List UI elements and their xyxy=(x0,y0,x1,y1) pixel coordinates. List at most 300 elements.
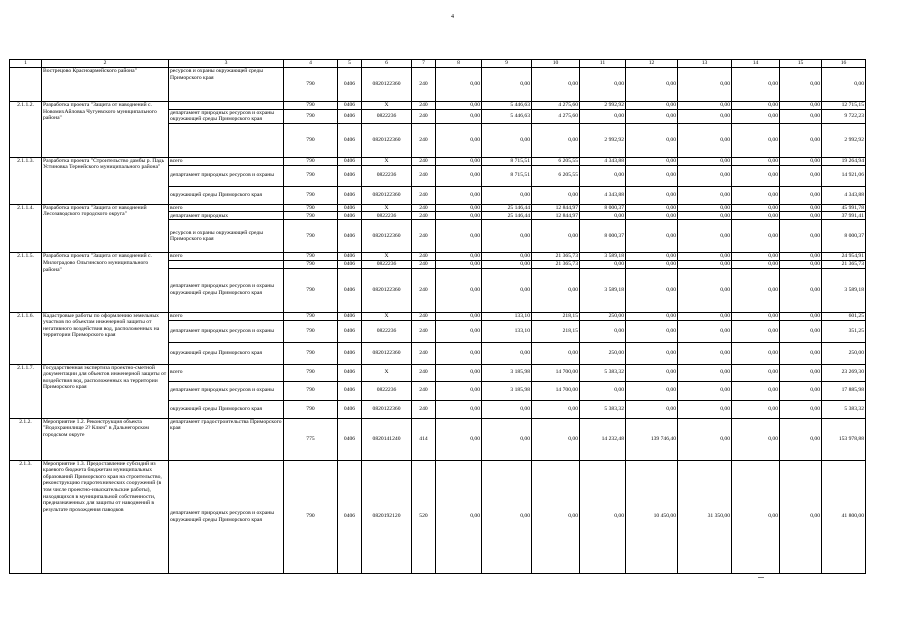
responsible-executor: департамент градостроительства Приморского края xyxy=(169,418,284,460)
value-cell: 0,00 xyxy=(678,418,732,460)
value-cell: 790 xyxy=(284,460,338,573)
value-cell: 240 xyxy=(412,342,436,364)
value-cell: 0,00 xyxy=(678,102,732,110)
value-cell: 2 992,92 xyxy=(580,102,626,110)
value-cell: 0,00 xyxy=(732,320,780,342)
value-cell: 0,00 xyxy=(482,268,532,312)
value-cell: 12 844,97 xyxy=(532,204,580,212)
value-cell: 240 xyxy=(412,400,436,418)
value-cell: 0406 xyxy=(338,157,362,165)
value-cell: 6 205,55 xyxy=(532,157,580,165)
value-cell: 0406 xyxy=(338,260,362,268)
value-cell: 0,00 xyxy=(580,460,626,573)
header-cell: 14 xyxy=(732,60,780,68)
value-cell: 14 921,06 xyxy=(822,165,866,186)
value-cell: 8 715,51 xyxy=(482,157,532,165)
value-cell: 0,00 xyxy=(732,123,780,157)
value-cell: 0406 xyxy=(338,204,362,212)
value-cell: 0,00 xyxy=(626,186,678,204)
value-cell: 790 xyxy=(284,342,338,364)
header-cell: 1 xyxy=(10,60,42,68)
value-cell: 23 269,30 xyxy=(822,364,866,381)
value-cell: 790 xyxy=(284,186,338,204)
value-cell: 0820122360 xyxy=(362,342,412,364)
item-description: Государственная экспертиза проектно-сметной документации для объектов инженерной защиты от воздействия вод, расположенных на территории Приморского края xyxy=(42,364,169,418)
value-cell: 0,00 xyxy=(678,165,732,186)
value-cell: 0,00 xyxy=(780,123,822,157)
value-cell: 0,00 xyxy=(780,220,822,253)
value-cell: 0,00 xyxy=(678,123,732,157)
value-cell: 0406 xyxy=(338,109,362,123)
header-cell: 6 xyxy=(362,60,412,68)
value-cell: 520 xyxy=(412,460,436,573)
value-cell: 0820122360 xyxy=(362,68,412,102)
scan-mark xyxy=(758,577,764,578)
value-cell: 0822236 xyxy=(362,320,412,342)
responsible-executor: департамент природных xyxy=(169,212,284,220)
value-cell: 0,00 xyxy=(626,320,678,342)
value-cell: 8 000,37 xyxy=(580,220,626,253)
value-cell: 0,00 xyxy=(732,400,780,418)
value-cell: 4 343,88 xyxy=(822,186,866,204)
value-cell: 790 xyxy=(284,212,338,220)
value-cell: 0,00 xyxy=(678,320,732,342)
value-cell: 0,00 xyxy=(482,123,532,157)
value-cell: 0,00 xyxy=(532,418,580,460)
item-code: 2.1.1.2. xyxy=(10,102,42,158)
responsible-executor: окружающей среды Приморского края xyxy=(169,400,284,418)
value-cell: 12 715,15 xyxy=(822,102,866,110)
value-cell: 0,00 xyxy=(532,342,580,364)
value-cell: 0406 xyxy=(338,460,362,573)
responsible-executor: департамент природных ресурсов и охраны окружающей среды Приморского края xyxy=(169,109,284,123)
value-cell: 0,00 xyxy=(436,364,482,381)
header-cell: 10 xyxy=(532,60,580,68)
value-cell: 0,00 xyxy=(780,400,822,418)
value-cell: X xyxy=(362,364,412,381)
value-cell: 10 450,00 xyxy=(626,460,678,573)
value-cell: 0406 xyxy=(338,253,362,261)
value-cell: 0,00 xyxy=(436,381,482,400)
value-cell: 0406 xyxy=(338,212,362,220)
value-cell: 8 000,37 xyxy=(822,220,866,253)
value-cell: 0,00 xyxy=(626,268,678,312)
value-cell: 250,00 xyxy=(822,342,866,364)
value-cell: 0,00 xyxy=(532,123,580,157)
header-cell: 2 xyxy=(42,60,169,68)
value-cell: 0,00 xyxy=(732,68,780,102)
value-cell: 0,00 xyxy=(732,268,780,312)
value-cell: 790 xyxy=(284,109,338,123)
value-cell: 0820122360 xyxy=(362,220,412,253)
value-cell: 0406 xyxy=(338,400,362,418)
value-cell: 0,00 xyxy=(678,204,732,212)
value-cell: 0,00 xyxy=(532,186,580,204)
value-cell: 0,00 xyxy=(626,342,678,364)
value-cell: 0,00 xyxy=(780,418,822,460)
value-cell: 790 xyxy=(284,220,338,253)
table-row xyxy=(10,68,866,102)
responsible-executor xyxy=(169,102,284,110)
value-cell: 0,00 xyxy=(678,260,732,268)
value-cell: 0406 xyxy=(338,268,362,312)
value-cell: X xyxy=(362,102,412,110)
value-cell: 0,00 xyxy=(436,320,482,342)
responsible-executor: департамент природных ресурсов и охраны окружающей среды Приморского края xyxy=(169,268,284,312)
value-cell: 0,00 xyxy=(780,342,822,364)
value-cell: 0,00 xyxy=(626,212,678,220)
value-cell: 790 xyxy=(284,102,338,110)
value-cell: 25 146,44 xyxy=(482,204,532,212)
value-cell: 0,00 xyxy=(482,186,532,204)
value-cell: 0,00 xyxy=(436,418,482,460)
value-cell: 0406 xyxy=(338,312,362,320)
value-cell: 0,00 xyxy=(732,253,780,261)
header-cell: 5 xyxy=(338,60,362,68)
value-cell: 0822236 xyxy=(362,109,412,123)
budget-table xyxy=(9,59,866,574)
value-cell: 0,00 xyxy=(436,109,482,123)
value-cell: 0,00 xyxy=(678,109,732,123)
value-cell: 240 xyxy=(412,68,436,102)
value-cell: 3 589,18 xyxy=(822,268,866,312)
value-cell: 0,00 xyxy=(780,312,822,320)
responsible-executor: департамент природных ресурсов и охраны xyxy=(169,165,284,186)
value-cell: 0820122360 xyxy=(362,186,412,204)
value-cell: 0,00 xyxy=(678,253,732,261)
value-cell: 240 xyxy=(412,123,436,157)
value-cell: 37 991,41 xyxy=(822,212,866,220)
value-cell: 0,00 xyxy=(580,68,626,102)
value-cell: 240 xyxy=(412,102,436,110)
value-cell: 0,00 xyxy=(678,220,732,253)
item-code: 2.1.1.4. xyxy=(10,204,42,253)
value-cell: 153 978,88 xyxy=(822,418,866,460)
page-number: 4 xyxy=(451,14,454,20)
value-cell: 0,00 xyxy=(678,381,732,400)
value-cell: 0,00 xyxy=(532,460,580,573)
value-cell: 0,00 xyxy=(626,102,678,110)
value-cell: 0,00 xyxy=(678,364,732,381)
value-cell: 0,00 xyxy=(626,400,678,418)
value-cell: 0,00 xyxy=(482,68,532,102)
value-cell: 5 383,32 xyxy=(580,400,626,418)
value-cell: 240 xyxy=(412,253,436,261)
responsible-executor: департамент природных ресурсов и охраны окружающей среды Приморского края xyxy=(169,460,284,573)
value-cell: 0820122360 xyxy=(362,268,412,312)
value-cell: 0406 xyxy=(338,418,362,460)
value-cell: 0,00 xyxy=(678,400,732,418)
value-cell: 0,00 xyxy=(436,68,482,102)
value-cell: 0,00 xyxy=(436,204,482,212)
value-cell: 790 xyxy=(284,320,338,342)
value-cell: 0,00 xyxy=(780,68,822,102)
value-cell: 0,00 xyxy=(732,157,780,165)
value-cell: 0,00 xyxy=(436,268,482,312)
table-row xyxy=(10,364,866,381)
value-cell: 4 343,88 xyxy=(580,157,626,165)
value-cell: 0,00 xyxy=(732,102,780,110)
value-cell: 790 xyxy=(284,253,338,261)
value-cell: 0,00 xyxy=(436,400,482,418)
responsible-executor xyxy=(169,123,284,157)
value-cell: 0,00 xyxy=(482,253,532,261)
value-cell: 12 844,97 xyxy=(532,212,580,220)
value-cell: 0,00 xyxy=(626,204,678,212)
item-code: 2.1.1.6. xyxy=(10,312,42,364)
value-cell: 775 xyxy=(284,418,338,460)
value-cell: 4 343,88 xyxy=(580,186,626,204)
value-cell: 790 xyxy=(284,268,338,312)
responsible-executor xyxy=(169,260,284,268)
responsible-executor: всего xyxy=(169,312,284,320)
item-description: Разработка проекта "Защита от наводнений Лесозаводского городского округа" xyxy=(42,204,169,253)
value-cell: 0,00 xyxy=(626,364,678,381)
value-cell: 0,00 xyxy=(780,268,822,312)
value-cell: 0,00 xyxy=(732,364,780,381)
value-cell: 0820122360 xyxy=(362,123,412,157)
value-cell: 9 722,23 xyxy=(822,109,866,123)
value-cell: 0,00 xyxy=(626,68,678,102)
value-cell: 0,00 xyxy=(678,157,732,165)
value-cell: 240 xyxy=(412,220,436,253)
responsible-executor: департамент природных ресурсов и охраны xyxy=(169,320,284,342)
value-cell: 0,00 xyxy=(482,342,532,364)
header-cell: 3 xyxy=(169,60,284,68)
value-cell: 0,00 xyxy=(780,212,822,220)
value-cell: 0,00 xyxy=(626,220,678,253)
value-cell: 0406 xyxy=(338,186,362,204)
value-cell: 0,00 xyxy=(626,312,678,320)
value-cell: 0,00 xyxy=(482,220,532,253)
value-cell: 5 446,63 xyxy=(482,109,532,123)
value-cell: 21 365,73 xyxy=(822,260,866,268)
value-cell: X xyxy=(362,253,412,261)
value-cell: 0,00 xyxy=(626,260,678,268)
value-cell: 8 000,37 xyxy=(580,204,626,212)
value-cell: 4 275,60 xyxy=(532,102,580,110)
value-cell: 0,00 xyxy=(678,342,732,364)
value-cell: 240 xyxy=(412,381,436,400)
value-cell: 5 383,32 xyxy=(580,364,626,381)
value-cell: 0,00 xyxy=(436,220,482,253)
item-code: 2.1.1.3. xyxy=(10,157,42,204)
value-cell: 0,00 xyxy=(436,157,482,165)
value-cell: 0406 xyxy=(338,320,362,342)
value-cell: 0,00 xyxy=(780,157,822,165)
header-cell: 13 xyxy=(678,60,732,68)
value-cell: 0,00 xyxy=(626,123,678,157)
value-cell: 0,00 xyxy=(626,157,678,165)
header-cell: 9 xyxy=(482,60,532,68)
item-code: 2.1.1.5. xyxy=(10,253,42,312)
value-cell: 0,00 xyxy=(436,186,482,204)
responsible-executor: всего xyxy=(169,204,284,212)
value-cell: 0406 xyxy=(338,342,362,364)
value-cell: 0820141240 xyxy=(362,418,412,460)
value-cell: 0,00 xyxy=(732,204,780,212)
value-cell: 0,00 xyxy=(532,400,580,418)
header-cell: 4 xyxy=(284,60,338,68)
value-cell: 41 800,00 xyxy=(822,460,866,573)
value-cell: 218,15 xyxy=(532,320,580,342)
table-row xyxy=(10,157,866,165)
value-cell: 601,25 xyxy=(822,312,866,320)
item-description: Вострецово Красноармейского района" xyxy=(42,68,169,102)
value-cell: 0406 xyxy=(338,123,362,157)
value-cell: 0820192120 xyxy=(362,460,412,573)
value-cell: 0406 xyxy=(338,68,362,102)
header-row xyxy=(10,60,866,68)
item-code xyxy=(10,68,42,102)
value-cell: 0,00 xyxy=(626,253,678,261)
value-cell: 240 xyxy=(412,165,436,186)
value-cell: 240 xyxy=(412,186,436,204)
value-cell: 0,00 xyxy=(732,460,780,573)
header-cell: 7 xyxy=(412,60,436,68)
value-cell: 14 232,48 xyxy=(580,418,626,460)
value-cell: 0,00 xyxy=(780,109,822,123)
value-cell: 0,00 xyxy=(732,109,780,123)
value-cell: 790 xyxy=(284,123,338,157)
value-cell: 0822236 xyxy=(362,212,412,220)
value-cell: 0,00 xyxy=(780,381,822,400)
value-cell: 0,00 xyxy=(626,381,678,400)
value-cell: 25 146,44 xyxy=(482,212,532,220)
value-cell: 0,00 xyxy=(678,312,732,320)
value-cell: 790 xyxy=(284,165,338,186)
value-cell: 0,00 xyxy=(822,68,866,102)
value-cell: 2 992,92 xyxy=(580,123,626,157)
value-cell: 0,00 xyxy=(482,260,532,268)
item-code: 2.1.2. xyxy=(10,418,42,460)
value-cell: 790 xyxy=(284,260,338,268)
value-cell: 0822236 xyxy=(362,381,412,400)
responsible-executor: окружающей среды Приморского края xyxy=(169,342,284,364)
value-cell: 0,00 xyxy=(532,268,580,312)
value-cell: 0820122360 xyxy=(362,400,412,418)
value-cell: 790 xyxy=(284,204,338,212)
value-cell: 0,00 xyxy=(580,260,626,268)
value-cell: 790 xyxy=(284,400,338,418)
value-cell: 0,00 xyxy=(780,320,822,342)
value-cell: 240 xyxy=(412,260,436,268)
value-cell: 139 746,40 xyxy=(626,418,678,460)
value-cell: 0,00 xyxy=(482,400,532,418)
value-cell: 5 383,32 xyxy=(822,400,866,418)
responsible-executor: всего xyxy=(169,364,284,381)
item-code: 2.1.1.7. xyxy=(10,364,42,418)
header-cell: 15 xyxy=(780,60,822,68)
value-cell: 0,00 xyxy=(780,186,822,204)
value-cell: 0,00 xyxy=(732,220,780,253)
value-cell: 0,00 xyxy=(436,342,482,364)
value-cell: 0406 xyxy=(338,165,362,186)
header-cell: 12 xyxy=(626,60,678,68)
value-cell: 240 xyxy=(412,312,436,320)
item-description: Кадастровые работы по оформлению земельных участков по объектам инженерной защиты от негативного воздействия вод, расположенных на территории Приморского края xyxy=(42,312,169,364)
value-cell: 0,00 xyxy=(732,312,780,320)
value-cell: 133,10 xyxy=(482,320,532,342)
value-cell: 45 991,78 xyxy=(822,204,866,212)
value-cell: 0,00 xyxy=(532,220,580,253)
value-cell: 0,00 xyxy=(780,253,822,261)
value-cell: 250,00 xyxy=(580,312,626,320)
value-cell: 0,00 xyxy=(482,460,532,573)
value-cell: 0406 xyxy=(338,381,362,400)
value-cell: 0,00 xyxy=(732,342,780,364)
value-cell: 218,15 xyxy=(532,312,580,320)
value-cell: 2 992,92 xyxy=(822,123,866,157)
value-cell: 0,00 xyxy=(678,186,732,204)
value-cell: 0,00 xyxy=(780,204,822,212)
value-cell: 0406 xyxy=(338,102,362,110)
value-cell: 0,00 xyxy=(580,109,626,123)
value-cell: 31 350,00 xyxy=(678,460,732,573)
value-cell: 240 xyxy=(412,268,436,312)
value-cell: 0,00 xyxy=(436,102,482,110)
value-cell: 133,10 xyxy=(482,312,532,320)
value-cell: 240 xyxy=(412,320,436,342)
value-cell: 0,00 xyxy=(626,109,678,123)
value-cell: 6 205,55 xyxy=(532,165,580,186)
value-cell: 0,00 xyxy=(436,260,482,268)
responsible-executor: окружающей среды Приморского края xyxy=(169,186,284,204)
value-cell: 19 264,94 xyxy=(822,157,866,165)
value-cell: 351,25 xyxy=(822,320,866,342)
value-cell: 14 700,00 xyxy=(532,381,580,400)
item-description: Разработка проекта "Строительство дамбы р. Падь Устиновка Тернейского муниципального района" xyxy=(42,157,169,204)
value-cell: 3 589,18 xyxy=(580,253,626,261)
header-cell: 16 xyxy=(822,60,866,68)
value-cell: 21 365,73 xyxy=(532,260,580,268)
item-description: Мероприятие 1.3. Предоставление субсидий из краевого бюджета бюджетам муниципальных образований Приморского края на строительство, реконструкцию гидротехнических сооружений (в том числе проектно-изыскательские работы), находящихся в муниципальной собственности, предназначенных для защиты от наводнений в результате прохождения паводков xyxy=(42,460,169,573)
value-cell: 790 xyxy=(284,364,338,381)
value-cell: 0,00 xyxy=(732,260,780,268)
responsible-executor: ресурсов и охраны окружающей среды Приморского края xyxy=(169,220,284,253)
value-cell: 0,00 xyxy=(732,381,780,400)
value-cell: 0,00 xyxy=(436,312,482,320)
value-cell: 790 xyxy=(284,381,338,400)
value-cell: 0,00 xyxy=(732,418,780,460)
value-cell: 3 185,98 xyxy=(482,364,532,381)
item-description: Разработка проекта "Защита от наводнений с. НовомихАйловка Чугуевского муниципального района" xyxy=(42,102,169,158)
table-row xyxy=(10,253,866,261)
value-cell: 0,00 xyxy=(436,460,482,573)
value-cell: 0,00 xyxy=(780,260,822,268)
value-cell: 0,00 xyxy=(580,212,626,220)
value-cell: 8 715,51 xyxy=(482,165,532,186)
value-cell: 790 xyxy=(284,157,338,165)
value-cell: 0,00 xyxy=(732,165,780,186)
value-cell: 24 954,91 xyxy=(822,253,866,261)
value-cell: 240 xyxy=(412,109,436,123)
table-row xyxy=(10,460,866,573)
table-row xyxy=(10,102,866,110)
value-cell: 4 275,60 xyxy=(532,109,580,123)
value-cell: 0,00 xyxy=(732,186,780,204)
item-description: Разработка проекта "Защита от наводнений с. Милоградово Ольгинского муниципального района" xyxy=(42,253,169,312)
value-cell: 0,00 xyxy=(678,68,732,102)
item-description: Мероприятие 1.2. Реконструкция объекта "Водохранилище 2? Ключ" в Дальнегорском городском округе xyxy=(42,418,169,460)
value-cell: 0406 xyxy=(338,220,362,253)
value-cell: 5 446,63 xyxy=(482,102,532,110)
value-cell: 14 700,00 xyxy=(532,364,580,381)
value-cell: 0,00 xyxy=(780,102,822,110)
value-cell: 0,00 xyxy=(436,253,482,261)
value-cell: 0,00 xyxy=(780,364,822,381)
value-cell: 240 xyxy=(412,157,436,165)
